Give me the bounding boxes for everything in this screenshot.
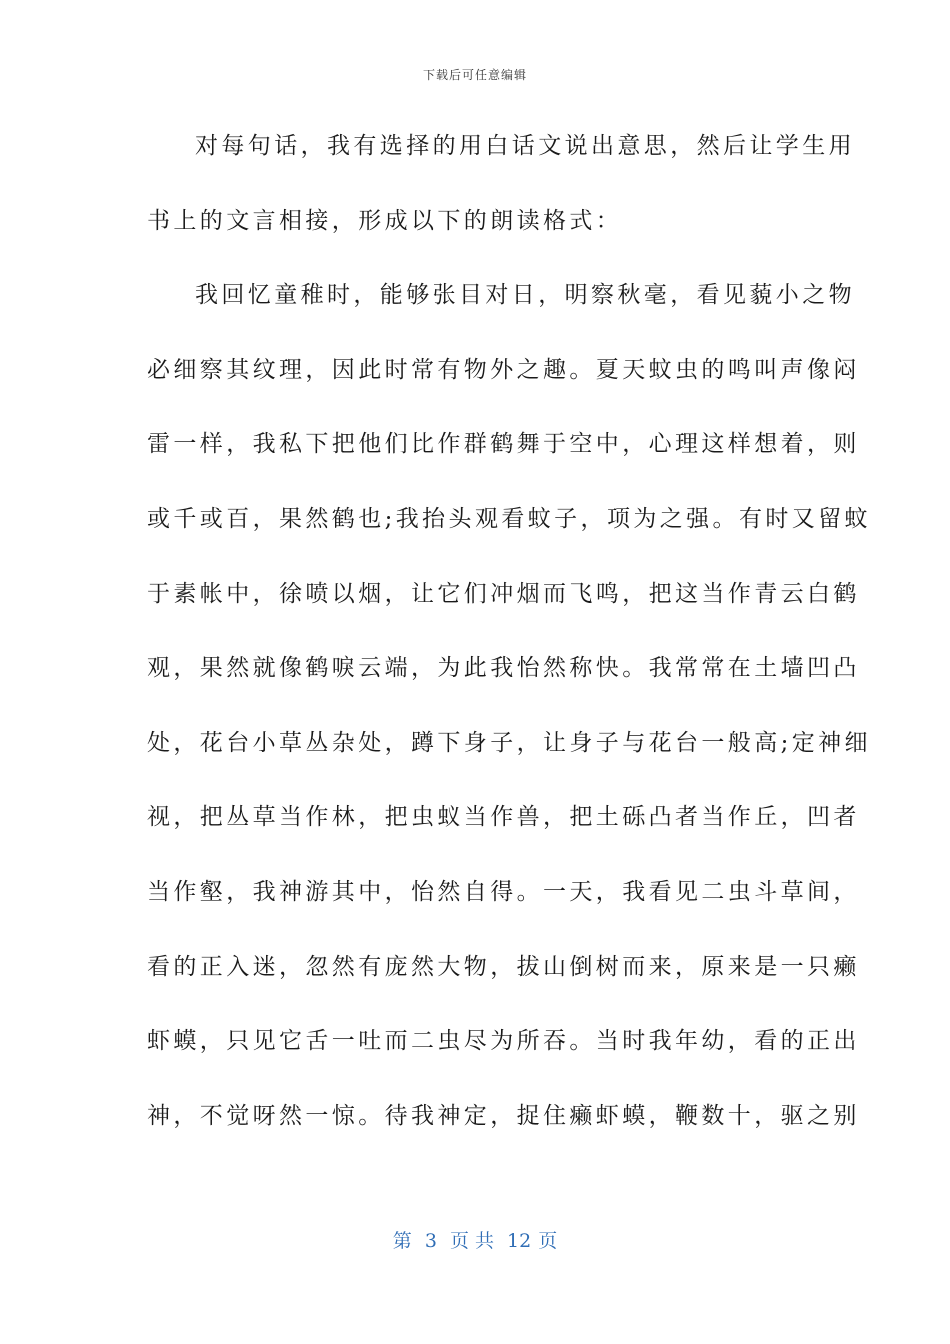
paragraph-line: 雷一样，我私下把他们比作群鹤舞于空中，心理这样想着，则	[147, 431, 860, 458]
page-prefix: 第	[392, 1230, 412, 1252]
paragraph-line: 神，不觉呀然一惊。待我神定，捉住癞虾蟆，鞭数十，驱之别	[147, 1102, 860, 1129]
paragraph-line: 对每句话，我有选择的用白话文说出意思，然后让学生用	[195, 133, 855, 159]
paragraph-line: 必细察其纹理，因此时常有物外之趣。夏天蚊虫的鸣叫声像闷	[147, 356, 860, 383]
body-text	[147, 126, 871, 1170]
page-number: 3	[424, 1230, 437, 1252]
paragraph-line: 虾蟆，只见它舌一吐而二虫尽为所吞。当时我年幼，看的正出	[147, 1028, 860, 1055]
paragraph-line: 我回忆童稚时，能够张目对日，明察秋毫，看见藐小之物	[195, 282, 855, 309]
paragraph-line: 或千或百，果然鹤也;我抬头观看蚊子，项为之强。有时又留蚊	[147, 505, 871, 532]
page-suffix: 页	[538, 1230, 558, 1252]
paragraph-line: 看的正入迷，忽然有庞然大物，拔山倒树而来，原来是一只癞	[147, 953, 860, 980]
page-total: 12	[507, 1230, 532, 1252]
paragraph-line: 处，花台小草丛杂处，蹲下身子，让身子与花台一般高;定神细	[147, 729, 871, 756]
paragraph-line: 当作壑，我神游其中，怡然自得。一天，我看见二虫斗草间，	[147, 878, 860, 905]
paragraph-line: 于素帐中，徐喷以烟，让它们冲烟而飞鸣，把这当作青云白鹤	[147, 580, 860, 607]
page-middle: 页 共	[449, 1230, 494, 1252]
page-footer	[0, 1226, 950, 1253]
paragraph-line: 观，果然就像鹤唳云端，为此我怡然称快。我常常在土墙凹凸	[147, 655, 860, 682]
paragraph-line: 视，把丛草当作林，把虫蚁当作兽，把土砾凸者当作丘，凹者	[147, 804, 860, 831]
page-header: 下载后可任意编辑	[422, 68, 527, 82]
paragraph-line: 书上的文言相接，形成以下的朗读格式：	[147, 207, 623, 234]
